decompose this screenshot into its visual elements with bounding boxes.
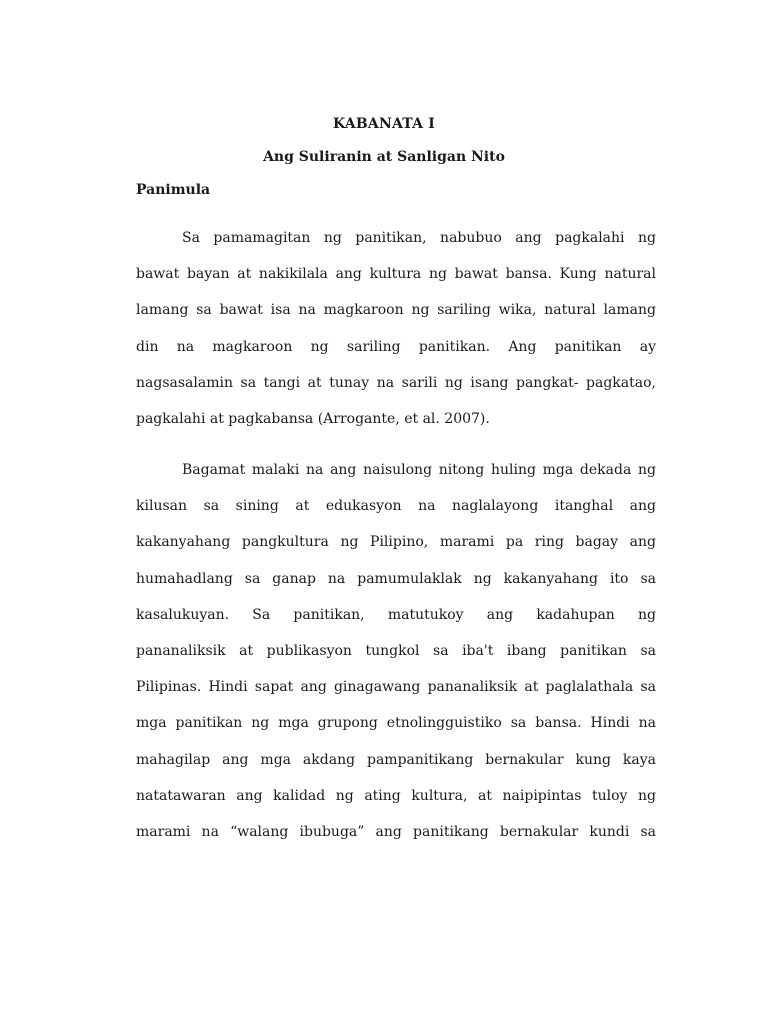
- section-heading: Panimula: [136, 182, 211, 198]
- paragraph-line: Bagamat malaki na ang naisulong nitong huling mga dekada ng: [182, 462, 656, 478]
- paragraph-line: Sa pamamagitan ng panitikan, nabubuo ang pagkalahi ng: [182, 230, 656, 246]
- paragraph-1: [136, 228, 656, 445]
- paragraph-line: mahagilap ang mga akdang pampanitikang bernakular kung kaya: [136, 751, 656, 768]
- paragraph-line: Pilipinas. Hindi sapat ang ginagawang pananaliksik at paglalathala sa: [136, 679, 656, 696]
- paragraph-line: natatawaran ang kalidad ng ating kultura, at naipipintas tuloy ng: [136, 787, 656, 804]
- paragraph-line: bawat bayan at nakikilala ang kultura ng bawat bansa. Kung natural: [136, 266, 656, 283]
- paragraph-line: humahadlang sa ganap na pamumulaklak ng kakanyahang ito sa: [136, 570, 656, 587]
- paragraph-line: mga panitikan ng mga grupong etnolingguistiko sa bansa. Hindi na: [136, 715, 656, 732]
- paragraph-2: [136, 460, 656, 858]
- chapter-title: KABANATA I: [333, 116, 435, 132]
- paragraph-line: nagsasalamin sa tangi at tunay na sarili ng isang pangkat- pagkatao,: [136, 374, 656, 391]
- paragraph-line: lamang sa bawat isa na magkaroon ng sariling wika, natural lamang: [136, 302, 656, 319]
- paragraph-line: kakanyahang pangkultura ng Pilipino, marami pa ring bagay ang: [136, 534, 656, 551]
- paragraph-line: pagkalahi at pagkabansa (Arrogante, et al. 2007).: [136, 410, 490, 427]
- paragraph-line: kilusan sa sining at edukasyon na naglalayong itanghal ang: [136, 498, 656, 515]
- paragraph-line: din na magkaroon ng sariling panitikan. Ang panitikan ay: [136, 338, 656, 355]
- chapter-subtitle: Ang Suliranin at Sanligan Nito: [263, 149, 505, 165]
- paragraph-line: pananaliksik at publikasyon tungkol sa iba't ibang panitikan sa: [136, 642, 656, 659]
- paragraph-line: kasalukuyan. Sa panitikan, matutukoy ang kadahupan ng: [136, 606, 656, 623]
- paragraph-line: marami na “walang ibubuga” ang panitikang bernakular kundi sa: [136, 823, 656, 840]
